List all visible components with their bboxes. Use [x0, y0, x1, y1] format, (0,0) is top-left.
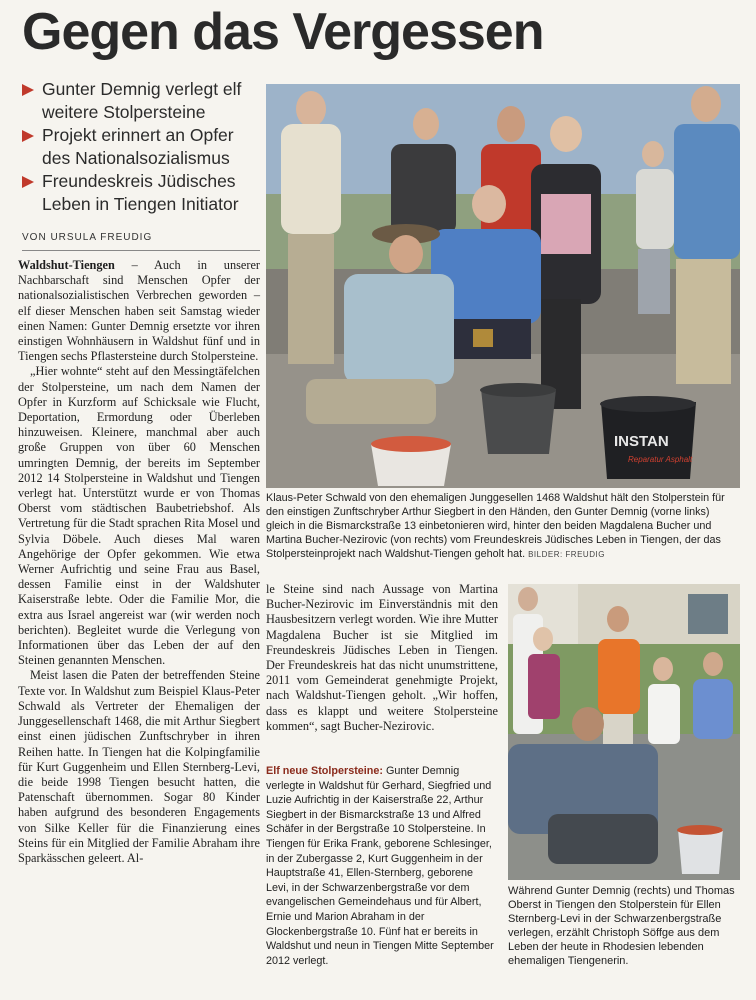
article-column-1: [18, 258, 260, 866]
dateline: Waldshut-Tiengen: [18, 258, 115, 272]
paragraph: le Steine sind nach Aussage von Martina Bucher-Nezirovic im Einverständnis mit den Hausbesitzern verlegt worden. Wie ihre Mutter Magdalena Bucher ist sie Mitglied im Freundeskreis Jüdisches Leben in Tiengen. Der Freundeskreis hat das nicht unumstrittene, 2011 vom Gemeinderat genehmigte Projekt, nach Waldshut-Tiengen geholt. „Wir hoffen, dass es klappt und weitere Stolpersteine kommen“, sagt Bucher-Nezirovic.: [266, 582, 498, 733]
arrow-icon: [22, 130, 34, 142]
arrow-icon: [22, 84, 34, 96]
bullet-text: Gunter Demnig verlegt elf weitere Stolpersteine: [42, 79, 242, 122]
article-column-2: [266, 582, 498, 734]
bullet-item: [22, 124, 260, 170]
headline: Gegen das Vergessen: [22, 3, 544, 61]
paragraph: „Hier wohnte“ steht auf den Messingtäfelchen der Stolpersteine, um nach dem Namen der Opfer in Kurzform auf Schicksale wie Flucht, Deportation, Ermordung oder Überleben hinzuweisen. Kleinere, manchmal aber auch große Gruppen von über 60 Menschen umringten Demnig, der bereits im September 2012 14 Stolpersteine in Waldshut und Tiengen verlegt hat. Unterstützt wurde er von Thomas Oberst vom städtischen Baubetriebshof. Als Vertretung für die Stadt sprachen Rita Mosel und Sylvia Döbele. Auch dieses Mal waren Angehörige der Opfer gekommen. Wie etwa Werner Aufrichtig und seine Frau aus Basel, dessen Familie einst in der Waldshuter Kaiserstraße lebte. Oder die Familie Mor, die extra aus Israel angereist war (wir werden noch berichten). Begleitet wurde die Verlegung von Informationen über das Leben der auf den Steinen genannten Menschen.: [18, 364, 260, 668]
main-photo-caption: [266, 491, 740, 562]
bullet-text: Freundeskreis Jüdisches Leben in Tiengen Initiator: [42, 171, 239, 214]
info-box-text: Gunter Demnig verlegte in Waldshut für Gerhard, Siegfried und Luzie Aufrichtig in der Kaiserstraße 22, Arthur Siegbert in der Bismarckstraße 13 und Alfred Schäfer in der Bergstraße 10 Stolpersteine. In Tiengen für Erika Frank, geborene Schlesinger, in der Zubergasse 2, Kurt Guggenheim in der Hauptstraße 41, Ellen-Sternberg, geborene Levi, in der Schwarzenbergstraße vor dem evangelischen Gemeindehaus und für Albert, Ernie und Marion Abraham in der Glockenbergstraße 10. Fünf hat er bereits in Waldshut und neun in Tiengen Mitte September 2012 verlegt.: [266, 765, 494, 967]
info-box: [266, 764, 498, 968]
bullet-item: [22, 170, 260, 216]
paragraph: Meist lasen die Paten der betreffenden Steine Texte vor. In Waldshut zum Beispiel Klaus-Peter Schwald als Vertreter der Ehemaligen der Junggesellenschaft 1468, die mit Arthur Siegbert einst einen jüdischen Zunftschryber in ihren Reihen hatte. In Tiengen hat die Kolpingfamilie für Kurt Guggenheim und Ellen Sternberg-Levi, die beide 1998 Tiengen besucht hatten, die Patenschaft übernommen. Sogar 80 Kinder haben aufgrund des besonderen Engagements von Silke Keller für die Finanzierung eines Steins für ein Mitglied der Familie Abraham ihre Sparkässchen geleert. Al-: [18, 668, 260, 865]
caption-text: Klaus-Peter Schwald von den ehemaligen Junggesellen 1468 Waldshut hält den Stolperstein für den einstigen Zunftschryber Arthur Siegbert in den Händen, den Gunter Demnig (vorne links) gleich in die Bismarckstraße 13 einbetonieren wird, hinter den beiden Magdalena Bucher und Martina Bucher-Nezirovic (von rechts) vom Freundeskreis Jüdisches Leben in Tiengen, der das Stolpersteinprojekt nach Waldshut-Tiengen geholt hat.: [266, 492, 725, 560]
main-photo: [266, 84, 740, 488]
photo-credit: BILDER: FREUDIG: [528, 550, 605, 559]
bullet-text: Projekt erinnert an Opfer des Nationalsozialismus: [42, 125, 234, 168]
small-photo: [508, 584, 740, 880]
byline: VON URSULA FREUDIG: [22, 232, 153, 243]
main-photo-illustration: [266, 84, 740, 488]
info-box-title: Elf neue Stolpersteine:: [266, 765, 383, 777]
arrow-icon: [22, 176, 34, 188]
bucket-label: INSTAN: [614, 433, 669, 450]
bucket-sublabel: Reparatur Asphalt: [628, 455, 693, 464]
small-photo-caption: Während Gunter Demnig (rechts) und Thomas Oberst in Tiengen den Stolperstein für Ellen Sternberg-Levi in der Schwarzenbergstraße verlegen, erzählt Christoph Söffge aus dem Leben der heute in Rhodesien lebenden ehemaligen Tiengenerin.: [508, 885, 735, 967]
bullet-item: [22, 78, 260, 124]
paragraph-text: – Auch in unserer Nachbarschaft sind Menschen Opfer der nationalsozialistischen Verbrechen geworden – elf dieser Menschen haben seit Samstag wieder einen Namen: Gunter Demnig ersetzte vor ihren einstigen Wohnhäusern in Waldshut fünf und in Tiengen sechs Pflastersteine durch Stolpersteine.: [18, 258, 260, 364]
paragraph: [18, 258, 260, 364]
summary-bullets: [22, 78, 260, 216]
divider: [22, 250, 260, 251]
small-photo-illustration: [508, 584, 740, 880]
